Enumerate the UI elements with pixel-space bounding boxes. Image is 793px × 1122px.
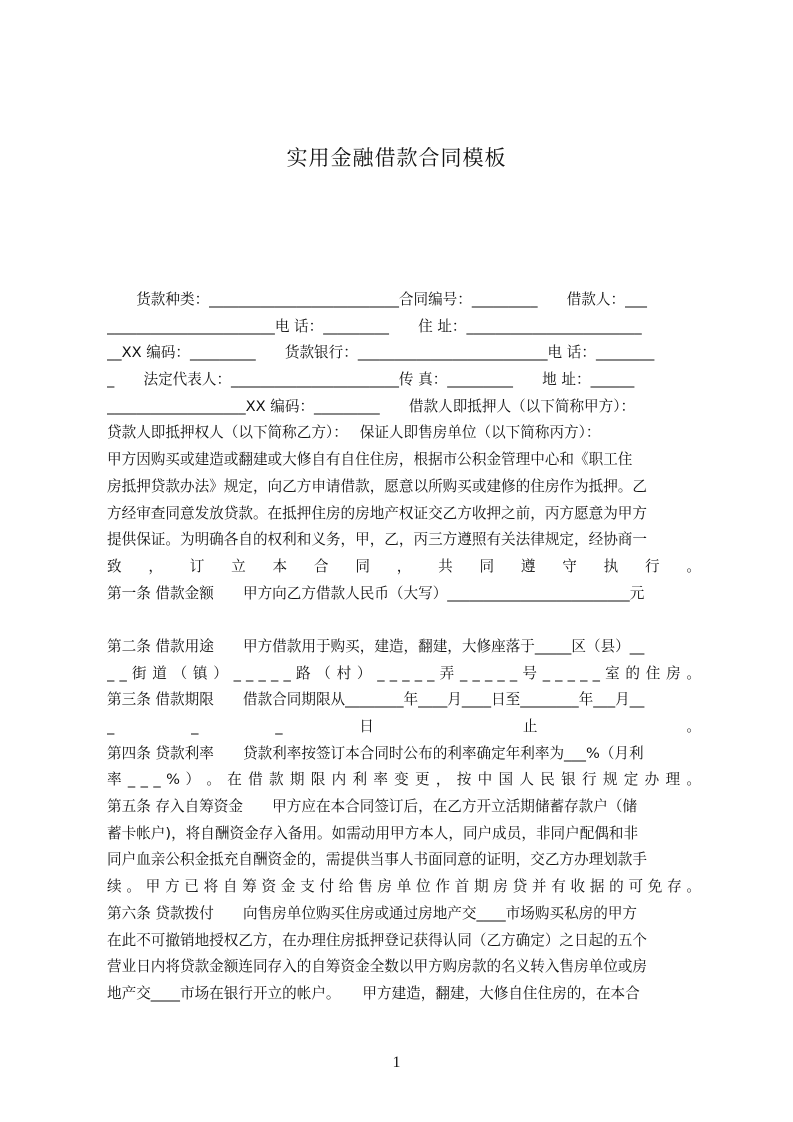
article-6: 第六条 贷款拨付 向售房单位购买住房或通过房地产交____市场购买私房的甲方 bbox=[107, 904, 638, 922]
page-number: 1 bbox=[392, 1054, 401, 1071]
article-6-cont: 营业日内将贷款金额连同存入的自筹资金全数以甲方购房款的名义转入售房单位或房 bbox=[107, 958, 647, 976]
article-1: 第一条 借款金额 甲方向乙方借款人民币（大写）_________________________元 bbox=[107, 584, 645, 602]
article-6-cont: 地产交____市场在银行开立的帐户。 甲方建造，翻建，大修自住住房的，在本合 bbox=[107, 984, 640, 1002]
article-5-cont: 同户血亲公积金抵充自酬资金的，需提供当事人书面同意的证明，交乙方办理划款手 bbox=[107, 851, 647, 869]
article-6-cont: 在此不可撤销地授权乙方，在办理住房抵押登记获得认同（乙方确定）之日起的五个 bbox=[107, 931, 647, 949]
contract-body bbox=[107, 287, 701, 1008]
article-5-cont: 续 。 甲 方 已 将 自 筹 资 金 支 付 给 售 房 单 位 作 首 期 房 贷 并 有 收 据 的 可 免 存 。 bbox=[107, 878, 701, 896]
document-title: 实用金融借款合同模板 bbox=[286, 146, 507, 170]
article-4: 第四条 贷款利率 贷款利率按签订本合同时公布的利率确定年利率为___%（月利 bbox=[107, 744, 644, 762]
article-5-cont: 蓄卡帐户)，将自酬资金存入备用。如需动用甲方本人，同户成员，非同户配偶和非 bbox=[107, 824, 639, 842]
article-4-cont: 率 _ _ _ % ） 。 在 借 款 期 限 内 利 率 变 更 ， 按 中 国 人 民 银 行 规 定 办 理 。 bbox=[107, 771, 701, 789]
article-2-cont: _ _ 街 道 （ 镇 ） _ _ _ _ _ 路 （ 村 ） _ _ _ _ _ 弄 _ _ _ _ _ 号 _ _ _ _ _ 室 的 住 房 。 bbox=[107, 664, 701, 682]
article-3: 第三条 借款期限 借款合同期限从________年____月____日至________年___月__ bbox=[107, 691, 645, 709]
preamble-line: 房抵押贷款办法》规定，向乙方申请借款，愿意以所购买或建修的住房作为抵押。乙 bbox=[107, 477, 647, 495]
article-5: 第五条 存入自筹资金 甲方应在本合同签订后，在乙方开立活期储蓄存款户（储 bbox=[107, 798, 638, 816]
line-party-b-c: 贷款人即抵押权人（以下简称乙方）： 保证人即售房单位（以下简称丙方）： bbox=[107, 424, 601, 442]
article-3-cont: _ _ _ 日 止 。 bbox=[107, 718, 701, 735]
line-party-a: ___________________XX 编码：_________ 借款人即抵押人（以下简称甲方）： bbox=[107, 397, 636, 415]
preamble-line: 方经审查同意发放贷款。在抵押住房的房地产权证交乙方收押之前，丙方愿意为甲方 bbox=[107, 504, 647, 522]
line-legal-rep: _ 法定代表人：_______________________传 真：_________ 地 址：______ bbox=[107, 371, 635, 389]
line-loan-type: 货款种类：__________________________合同编号：_________ 借款人：___ bbox=[107, 291, 647, 308]
line-phone-address: _______________________电 话：_________ 住 址：________________________ bbox=[107, 317, 642, 335]
preamble-line: 甲方因购买或建造或翻建或大修自有自住住房，根据市公积金管理中心和《职工住 bbox=[107, 451, 633, 469]
blank-line bbox=[107, 607, 701, 634]
preamble-line: 提供保证。为明确各自的权利和义务，甲，乙，丙三方遵照有关法律规定，经协商一 bbox=[107, 531, 647, 549]
article-2: 第二条 借款用途 甲方借款用于购买，建造，翻建，大修座落于_____区（县）__ bbox=[107, 637, 645, 655]
line-bank: __XX 编码：_________ 货款银行：__________________________电 话：________ bbox=[107, 344, 655, 362]
preamble-line: 致 ， 订 立 本 合 同 ， 共 同 遵 守 执 行 。 bbox=[107, 557, 701, 575]
